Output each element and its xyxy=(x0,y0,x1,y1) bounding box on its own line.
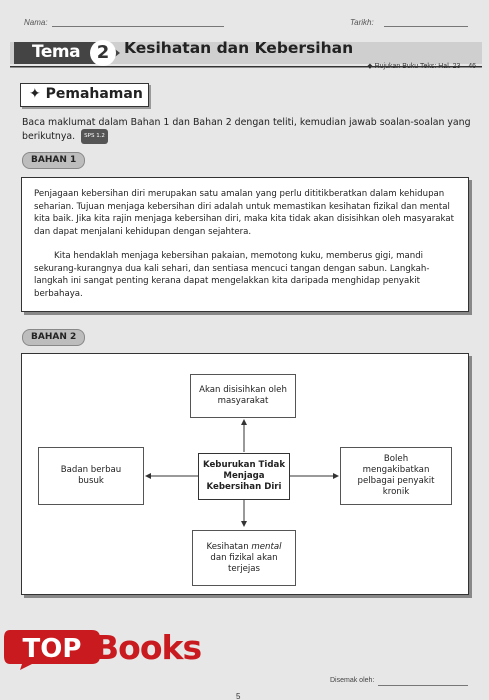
bahan-1-tag: BAHAN 1 xyxy=(22,152,85,169)
instruction-text: Baca maklumat dalam Bahan 1 dan Bahan 2 dengan teliti, kemudian jawab soalan-soalan yang berikutnya. xyxy=(22,117,471,142)
bahan-1-paragraph-1: Penjagaan kebersihan diri merupakan satu amalan yang perlu dititikberatkan dalam kehidupan seharian. Tujuan menjaga kebersihan diri adalah untuk memastikan kesihatan fizikal dan mental kita baik. Jika kita rajin menjaga kebersihan diri, maka kita tidak akan disisihkan oleh masyarakat dan dapat menjalani kehidupan dengan sejahtera. xyxy=(34,189,454,237)
topbooks-logo xyxy=(2,626,207,670)
node-bottom-text-b: dan fizikal akan terjejas xyxy=(210,552,278,574)
node-bottom-text xyxy=(203,542,285,575)
tema-number: 2 xyxy=(90,40,116,66)
node-top xyxy=(190,374,296,418)
pemahaman-title: ✦ Pemahaman xyxy=(29,86,143,102)
node-bottom-text-a: Kesihatan xyxy=(206,541,252,552)
topbooks-books-text: Books xyxy=(94,628,202,667)
node-left-text: Badan berbau busuk xyxy=(60,465,122,486)
pemahaman-heading xyxy=(20,83,149,107)
bahan-1-box xyxy=(21,177,469,312)
tarikh-line xyxy=(384,26,468,27)
topbooks-bubble xyxy=(2,626,104,670)
bahan-1-paragraph-2: Kita hendaklah menjaga kebersihan pakaian, memotong kuku, memberus gigi, mandi sekurang-kurangnya dua kali sehari, dan sentiasa mencuci tangan dengan sabun. Langkah-langkah ini sangat penting kerana dapat mengelakkan kita daripada menghidap penyakit berbahaya. xyxy=(34,251,430,299)
tema-label: Tema xyxy=(32,42,81,62)
nama-line xyxy=(52,26,224,27)
tema-title: Kesihatan dan Kebersihan xyxy=(124,39,354,57)
rujukan-text: Rujukan Buku Teks: Hal. 23 – 46 xyxy=(374,63,476,70)
rujukan-buku-teks xyxy=(367,62,476,70)
bahan-2-tag: BAHAN 2 xyxy=(22,329,85,346)
tema-bar xyxy=(10,36,482,70)
node-bottom-text-em: mental xyxy=(251,541,282,552)
node-center xyxy=(198,453,290,500)
node-bottom xyxy=(192,530,296,586)
sps-tag: SPS 1.2 xyxy=(81,129,108,144)
page-number: 5 xyxy=(236,692,241,700)
disemak-line xyxy=(378,685,468,686)
node-left xyxy=(38,447,144,505)
disemak-oleh-label: Disemak oleh: xyxy=(330,677,375,684)
node-center-text: Keburukan Tidak Menjaga Kebersihan Diri xyxy=(202,460,286,492)
node-top-text: Akan disisihkan oleh masyarakat xyxy=(199,385,287,406)
topbooks-top-text: TOP xyxy=(22,634,82,664)
nama-label: Nama: xyxy=(24,18,48,27)
bahan-2-box xyxy=(21,353,469,595)
tarikh-label: Tarikh: xyxy=(350,18,374,27)
node-right xyxy=(340,447,452,505)
bullet-icon: ◆ xyxy=(367,63,375,70)
instruction xyxy=(22,116,477,144)
node-right-text: Boleh mengakibatkan pelbagai penyakit kronik xyxy=(357,454,435,497)
